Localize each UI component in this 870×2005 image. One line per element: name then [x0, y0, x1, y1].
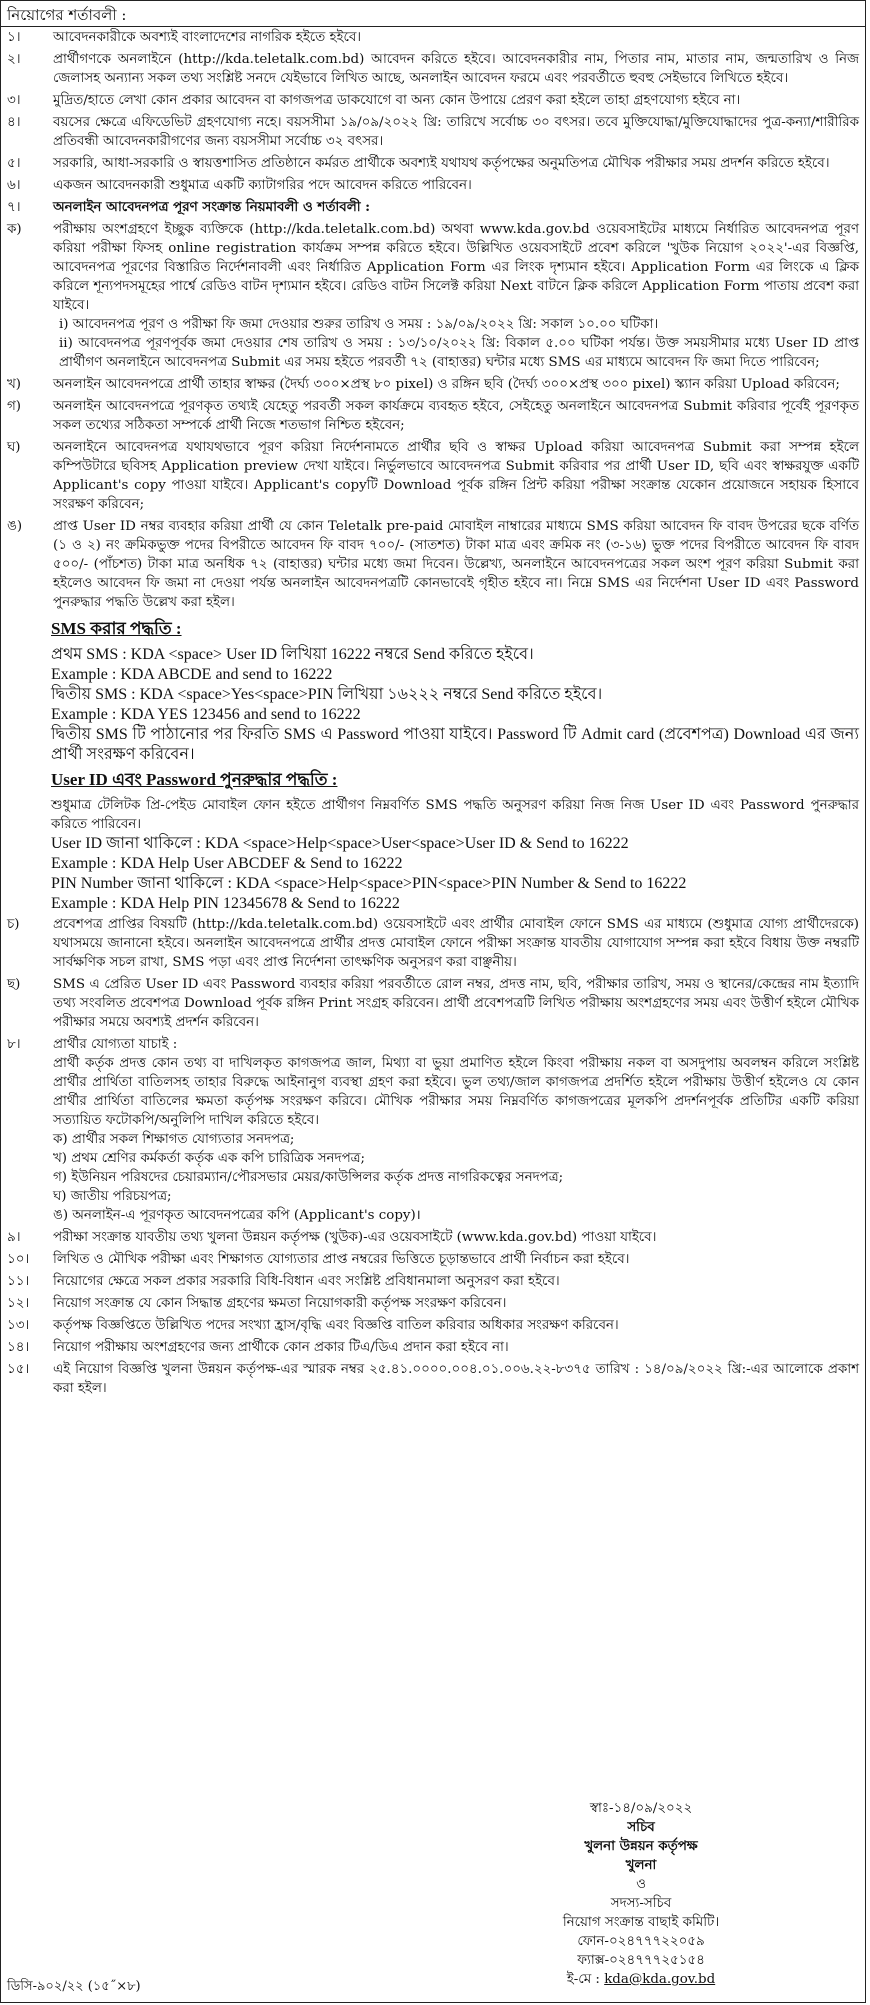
sms-line: দ্বিতীয় SMS টি পাঠানোর পর ফিরতি SMS এ Password পাওয়া যাইবে। Password টি Admit card (প্রবেশপত্র) Download এর জন্য প্রার্থী সংরক্ষণ করিবেন।	[51, 726, 859, 763]
sub-item-number: ঙ)	[7, 519, 23, 534]
condition-item	[1, 1359, 865, 1400]
item-number: ৫।	[7, 156, 21, 171]
start-date-text: i) আবেদনপত্র পূরণ ও পরীক্ষা ফি জমা দেওয়ার শুরুর তারিখ ও সময় : ১৯/০৯/২০২২ খ্রি: সকাল ১০.০০ ঘটিকা।	[59, 317, 659, 332]
sub-item-number: গ)	[7, 399, 22, 414]
email-link[interactable]: kda@kda.gov.bd	[604, 1972, 716, 1987]
condition-item	[1, 175, 865, 197]
sub-item-gha	[1, 437, 865, 516]
document-list-item: খ) প্রথম শ্রেণির কর্মকর্তা কর্তৃক এক কপি চারিত্রিক সনদপত্র;	[53, 1151, 366, 1166]
footer-code: ডিসি-৯০২/২২ (১৫˝×৮)	[7, 1979, 141, 1994]
item-number: ২।	[7, 52, 21, 67]
section-heading: অনলাইন আবেদনপত্র পূরণ সংক্রান্ত নিয়মাবলী ও শর্তাবলী :	[53, 199, 371, 215]
item-number: ৪।	[7, 115, 21, 130]
sub-item-cha	[1, 914, 865, 974]
page-title: নিয়োগের শর্তাবলী :	[7, 6, 127, 24]
section-heading: প্রার্থীর যোগ্যতা যাচাই :	[53, 1037, 178, 1052]
recovery-line: PIN Number জানা থাকিলে : KDA <space>Help<space>PIN<space>PIN Number & Send to 16222	[51, 875, 687, 892]
sub-item-number: ছ)	[7, 977, 21, 992]
item-number: ৯।	[7, 1230, 21, 1245]
sub-item-text: পরীক্ষায় অংশগ্রহণে ইচ্ছুক ব্যক্তিকে (http://kda.teletalk.com.bd) অথবা www.kda.gov.bd ওয়েবসাইটের মাধ্যমে নির্ধারিত আবেদনপত্র পূরণ করিয়া পরীক্ষা ফিসহ online registration কার্যক্রম সম্পন্ন করিতে হইবে। উল্লিখিত ওয়েবসাইটে প্রবেশ করিলে 'খুউক নিয়োগ ২০২২'-এর বিজ্ঞপ্তি, আবেদনপত্র পূরণের বিস্তারিত নির্দেশনাবলী এবং নির্ধারিত Application Form এর লিংক দৃশ্যমান হইবে। Application Form এর লিংকে এ ক্লিক করিলে শূন্যপদসমূহের পার্শ্বে রেডিও বাটন দৃশ্যমান হইবে। রেডিও বাটন সিলেক্ট করিয়া Next বাটনে ক্লিক করিলে Application Form পাতায় প্রবেশ করা যাইবে।	[53, 222, 859, 313]
recovery-heading: User ID এবং Password পুনরুদ্ধার পদ্ধতি :	[51, 770, 338, 789]
item-number: ৭।	[7, 200, 21, 215]
section-8	[1, 1034, 865, 1227]
item-number: ১০।	[7, 1252, 30, 1267]
sub-item-number: চ)	[7, 917, 20, 932]
condition-item	[1, 27, 865, 49]
condition-item	[1, 153, 865, 175]
item-number: ১৫।	[7, 1362, 30, 1377]
condition-item	[1, 1337, 865, 1359]
item-text: এই নিয়োগ বিজ্ঞপ্তি খুলনা উন্নয়ন কর্তৃপক্ষ-এর স্মারক নম্বর ২৫.৪১.০০০০.০০৪.০১.০০৬.২২-৮৩৭৫ তারিখ : ১৪/০৯/২০২২ খ্রি:-এর আলোকে প্রকাশ করা হইল।	[53, 1362, 859, 1396]
item-number: ১২।	[7, 1296, 30, 1311]
sub-item-ga	[1, 396, 865, 437]
signature-date: স্বাঃ-১৪/০৯/২০২২	[589, 1801, 693, 1816]
item-text: কর্তৃপক্ষ বিজ্ঞপ্তিতে উল্লিখিত পদের সংখ্যা হ্রাস/বৃদ্ধি এবং বিজ্ঞপ্তি বাতিল করিবার অধিকার সংরক্ষণ করিবেন।	[53, 1318, 619, 1333]
item-number: ১।	[7, 30, 21, 45]
item-number: ১৩।	[7, 1318, 30, 1333]
sub-item-kha	[1, 374, 865, 396]
item-text: বয়সের ক্ষেত্রে এফিডেভিট গ্রহণযোগ্য নহে। বয়সসীমা ১৯/০৯/২০২২ খ্রি: তারিখে সর্বোচ্চ ৩০ বৎসর। তবে মুক্তিযোদ্ধা/মুক্তিযোদ্ধাদের পুত্র-কন্যা/শারীরিক প্রতিবন্ধী আবেদনকারীগণের জন্য বয়সসীমা সর্বোচ্চ ৩২ বৎসর।	[53, 115, 859, 149]
item-number: ৩।	[7, 93, 21, 108]
sub-item-text: প্রাপ্ত User ID নম্বর ব্যবহার করিয়া প্রার্থী যে কোন Teletalk pre-paid মোবাইল নাম্বারের মাধ্যমে SMS করিয়া আবেদন ফি বাবদ উপরের ছকে বর্ণিত (১ ও ২) নং ক্রমিকভুক্ত পদের বিপরীতে আবেদন ফি বাবদ ৭০০/- (সাতশত) টাকা মাত্র এবং ক্রমিক নং (৩-১৬) ভুক্ত পদের বিপরীতে আবেদন ফি বাবদ ৫০০/- (পাঁচশত) টাকা মাত্র অনধিক ৭২ (বাহাত্তর) ঘন্টার মধ্যে জমা দিবেন। উল্লেখ্য, অনলাইনে আবেদনপত্রের সকল অংশ পূরণ করিয়া Submit করা হইলেও আবেদন ফি জমা না দেওয়া পর্যন্ত অনলাইন আবেদনপত্রটি কোনভাবেই গৃহীত হইবে না। নিম্নে SMS এর নির্দেশনা User ID এবং Password পুনরুদ্ধার পদ্ধতি উল্লেখ করা হইল।	[53, 519, 859, 610]
committee-name: নিয়োগ সংক্রান্ত বাছাই কমিটি।	[562, 1915, 720, 1930]
item-number: ৬।	[7, 178, 21, 193]
item-number: ১১।	[7, 1274, 30, 1289]
email-label: ই-মে :	[566, 1972, 605, 1987]
conditions-list	[1, 27, 865, 197]
item-text: নিয়োগ পরীক্ষায় অংশগ্রহণের জন্য প্রার্থীকে কোন প্রকার টিএ/ডিএ প্রদান করা হইবে না।	[53, 1340, 509, 1355]
phone-number: ফোন-০২৪৭৭৭২২০৫৯	[577, 1934, 705, 1949]
recovery-example: Example : KDA Help User ABCDEF & Send to 16222	[51, 855, 403, 872]
member-secretary: সদস্য-সচিব	[610, 1896, 672, 1911]
sub-item-number: খ)	[7, 377, 22, 392]
item-text: নিয়োগের ক্ষেত্রে সকল প্রকার সরকারি বিধি-বিধান এবং সংশ্লিষ্ট প্রবিধানমালা অনুসরণ করা হইবে।	[53, 1274, 560, 1289]
sms-heading: SMS করার পদ্ধতি :	[51, 619, 182, 638]
item-number: ৮।	[7, 1037, 21, 1052]
sub-item-uma	[1, 516, 865, 614]
item-text: একজন আবেদনকারী শুধুমাত্র একটি ক্যাটাগরির পদে আবেদন করিতে পারিবেন।	[53, 178, 472, 193]
sms-example: Example : KDA ABCDE and send to 16222	[51, 666, 333, 683]
sub-item-body	[53, 220, 859, 372]
recovery-example: Example : KDA Help PIN 12345678 & Send to 16222	[51, 895, 400, 912]
sub-item-number: ঘ)	[7, 440, 21, 455]
document-list-item: গ) ইউনিয়ন পরিষদের চেয়ারম্যান/পৌরসভার মেয়র/কাউন্সিলর কর্তৃক প্রদত্ত নাগরিকত্বের সনদপত্র;	[53, 1170, 564, 1185]
section-text: প্রার্থী কর্তৃক প্রদত্ত কোন তথ্য বা দাখিলকৃত কাগজপত্র জাল, মিথ্যা বা ভুয়া প্রমাণিত হইলে কিংবা পরীক্ষায় নকল বা অসদুপায় অবলম্বন করিলে সংশ্লিষ্ট প্রার্থীর প্রার্থিতা বাতিলসহ তাহার বিরুদ্ধে আইনানুগ ব্যবস্থা গ্রহণ করা হইবে। ভুল তথ্য/জাল কাগজপত্র প্রদর্শিত হইলে পরীক্ষায় উত্তীর্ণ হইলেও যে কোন প্রার্থীর প্রার্থিতা বাতিলের ক্ষমতা কর্তৃপক্ষ সংরক্ষণ করিবে। মৌখিক পরীক্ষার সময় নিম্নবর্ণিত কাগজপত্রের মূলকপি প্রদর্শনপূর্বক প্রতিটির একটি করিয়া সত্যায়িত ফটোকপি/অনুলিপি দাখিল করিতে হইবে।	[53, 1056, 859, 1128]
document-list-item: ঙ) অনলাইন-এ পূরণকৃত আবেদনপত্রের কপি (Applicant's copy)।	[53, 1208, 421, 1223]
recovery-intro: শুধুমাত্র টেলিটক প্রি-পেইড মোবাইল ফোন হইতে প্রার্থীগণ নিম্নবর্ণিত SMS পদ্ধতি অনুসরণ করিয়া নিজ নিজ User ID এবং Password পুনরুদ্ধার করিতে পারিবেন।	[51, 798, 859, 832]
item-text: প্রার্থীগণকে অনলাইনে (http://kda.teletalk.com.bd) আবেদন করিতে হইবে। আবেদনকারীর নাম, পিতার নাম, মাতার নাম, জন্মতারিখ ও নিজ জেলাসহ অন্যান্য সকল তথ্য সংশ্লিষ্ট সনদে যেইভাবে লিখিত আছে, অনলাইন আবেদন ফরমে এবং পরবর্তীতে হুবহু সেইভাবে লিখিতে হইবে।	[53, 52, 859, 86]
tail-conditions-list	[1, 1227, 865, 1400]
condition-item	[1, 1315, 865, 1337]
condition-item	[1, 1271, 865, 1293]
section-8-body	[53, 1035, 859, 1225]
organization-name: খুলনা উন্নয়ন কর্তৃপক্ষ	[584, 1838, 698, 1854]
item-text: লিখিত ও মৌখিক পরীক্ষা এবং শিক্ষাগত যোগ্যতার প্রাপ্ত নম্বরের ভিত্তিতে চূড়ান্তভাবে প্রার্থী নির্বাচন করা হইবে।	[53, 1252, 630, 1267]
condition-item	[1, 1227, 865, 1249]
item-number: ১৪।	[7, 1340, 30, 1355]
document-list-item: ঘ) জাতীয় পরিচয়পত্র;	[53, 1189, 172, 1204]
end-date-text: ii) আবেদনপত্র পূরণপূর্বক জমা দেওয়ার শেষ তারিখ ও সময় : ১৩/১০/২০২২ খ্রি: বিকাল ৫.০০ ঘটিকা পর্যন্ত। উক্ত সময়সীমার মধ্যে User ID প্রাপ্ত প্রার্থীগণ অনলাইনে আবেদনপত্র Submit এর সময় হইতে পরবর্তী ৭২ (বাহাত্তর) ঘন্টার মধ্যে SMS এর মাধ্যমে আবেদন ফি জমা দিতে পারিবেন;	[59, 336, 859, 370]
sub-item-text: প্রবেশপত্র প্রাপ্তির বিষয়টি (http://kda.teletalk.com.bd) ওয়েবসাইটে এবং প্রার্থীর মোবাইল ফোনে SMS এর মাধ্যমে (শুধুমাত্র যোগ্য প্রার্থীদেরকে) যথাসময়ে জানানো হইবে। অনলাইন আবেদনপত্রে প্রার্থীর প্রদত্ত মোবাইল ফোনে পরীক্ষা সংক্রান্ত যাবতীয় যোগাযোগ সম্পন্ন করা হইবে বিধায় উক্ত নম্বরটি সার্বক্ষণিক সচল রাখা, SMS পড়া এবং প্রাপ্ত নির্দেশনা তাৎক্ষণিক অনুসরণ করা বাঞ্ছনীয়।	[53, 917, 859, 970]
sub-item-chha	[1, 974, 865, 1034]
item-text: মুদ্রিত/হাতে লেখা কোন প্রকার আবেদন বা কাগজপত্র ডাকযোগে বা অন্য কোন উপায়ে প্রেরণ করা হইলে তাহা গ্রহণযোগ্য হইবে না।	[53, 93, 741, 108]
section-7-heading	[1, 197, 865, 219]
signatory-designation: সচিব	[627, 1819, 655, 1835]
sub-item-ka	[1, 219, 865, 374]
sub-item-text: অনলাইন আবেদনপত্রে প্রার্থী তাহার স্বাক্ষর (দৈর্ঘ্য ৩০০×প্রস্থ ৮০ pixel) ও রঙ্গিন ছবি (দৈর্ঘ্য ৩০০×প্রস্থ ৩০০ pixel) স্ক্যান করিয়া Upload করিবেন;	[53, 377, 840, 392]
condition-item	[1, 1249, 865, 1271]
sms-line: প্রথম SMS : KDA <space> User ID লিখিয়া 16222 নম্বরে Send করিতে হইবে।	[51, 646, 534, 663]
sub-item-text: অনলাইন আবেদনপত্রে পূরণকৃত তথ্যই যেহেতু পরবর্তী সকল কার্যক্রমে ব্যবহৃত হইবে, সেইহেতু অনলাইনে আবেদনপত্র Submit করিবার পূর্বেই পূরণকৃত সকল তথ্যের সঠিকতা সম্পর্কে প্রার্থী নিজে শতভাগ নিশ্চিত হইবেন;	[53, 399, 859, 433]
fax-number: ফ্যাক্স-০২৪৭৭৭২৫১৫৪	[577, 1953, 705, 1968]
item-text: আবেদনকারীকে অবশ্যই বাংলাদেশের নাগরিক হইতে হইবে।	[53, 30, 362, 45]
sub-item-text: অনলাইনে আবেদনপত্র যথাযথভাবে পূরণ করিয়া নির্দেশনামতে প্রার্থীর ছবি ও স্বাক্ষর Upload করিয়া আবেদনপত্র Submit করা সম্পন্ন হইলে কম্পিউটারে ছবিসহ Application preview দেখা যাইবে। নির্ভুলভাবে আবেদনপত্র Submit করিবার পর প্রার্থী User ID, ছবি এবং স্বাক্ষরযুক্ত একটি Applicant's copy পাওয়া যাইবে। Applicant's copyটি Download পূর্বক রঙ্গিন প্রিন্ট করিয়া পরীক্ষা সংক্রান্ত যেকোন প্রয়োজনে সহায়ক হিসাবে সংরক্ষণ করিবেন;	[53, 440, 859, 512]
sms-line: দ্বিতীয় SMS : KDA <space>Yes<space>PIN লিখিয়া ১৬২২২ নম্বরে Send করিতে হইবে।	[51, 686, 603, 703]
signature-block	[521, 1799, 761, 1989]
sms-example: Example : KDA YES 123456 and send to 16222	[51, 706, 361, 723]
item-text: সরকারি, আধা-সরকারি ও স্বায়ত্তশাসিত প্রতিষ্ঠানে কর্মরত প্রার্থীকে অবশ্যই যথাযথ কর্তৃপক্ষের অনুমতিপত্র মৌখিক পরীক্ষার সময় প্রদর্শন করিতে হইবে।	[53, 156, 830, 171]
condition-item	[1, 90, 865, 112]
condition-item	[1, 112, 865, 153]
email-line	[521, 1970, 761, 1989]
item-text: নিয়োগ সংক্রান্ত যে কোন সিদ্ধান্ত গ্রহণের ক্ষমতা নিয়োগকারী কর্তৃপক্ষ সংরক্ষণ করিবেন।	[53, 1296, 507, 1311]
item-text: পরীক্ষা সংক্রান্ত যাবতীয় তথ্য খুলনা উন্নয়ন কর্তৃপক্ষ (খুউক)-এর ওয়েবসাইটে (www.kda.gov.bd) পাওয়া যাইবে।	[53, 1230, 657, 1245]
sub-item-text: SMS এ প্রেরিত User ID এবং Password ব্যবহার করিয়া পরবর্তীতে রোল নম্বর, প্রদত্ত নাম, ছবি, পরীক্ষার তারিখ, সময় ও স্থানের/কেন্দ্রের নাম ইত্যাদি তথ্য সংবলিত প্রবেশপত্র Download পূর্বক রঙ্গিন Print সংগ্রহ করিবেন। প্রার্থী প্রবেশপত্রটি লিখিত পরীক্ষায় অংশগ্রহণের সময় এবং উত্তীর্ণ হইলে মৌখিক পরীক্ষার সময়ে অবশ্যই প্রদর্শন করিবেন।	[53, 977, 859, 1030]
conjunction-text: ও	[636, 1877, 646, 1892]
document-list-item: ক) প্রার্থীর সকল শিক্ষাগত যোগ্যতার সনদপত্র;	[53, 1132, 295, 1147]
condition-item	[1, 1293, 865, 1315]
condition-item	[1, 49, 865, 90]
organization-city: খুলনা	[625, 1857, 657, 1873]
recovery-line: User ID জানা থাকিলে : KDA <space>Help<space>User<space>User ID & Send to 16222	[51, 835, 629, 852]
sub-item-number: ক)	[7, 222, 22, 237]
